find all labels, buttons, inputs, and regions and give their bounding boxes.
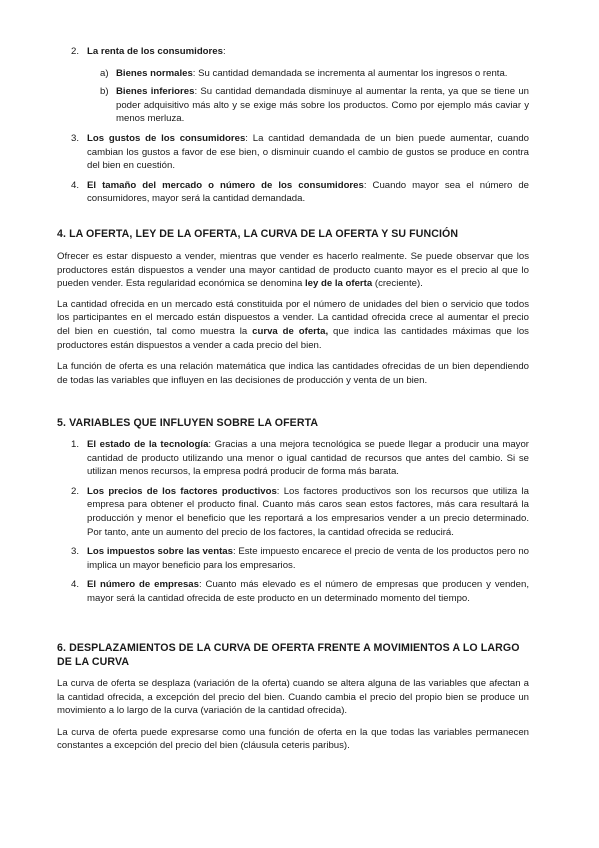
- list-letter: a): [100, 67, 109, 79]
- section-heading: 4. LA OFERTA, LEY DE LA OFERTA, LA CURVA DE LA OFERTA Y SU FUNCIÓN: [57, 228, 459, 240]
- list-term: Los precios de los factores productivos: [87, 485, 277, 497]
- list-item: [57, 438, 529, 479]
- paragraph-text: La cantidad ofrecida en un mercado está constituida por el número de unidades del bien o servicio que todos los participantes en el mercado están dispuestos a vender. La cantidad ofrecida crece al aumentar el precio del bien en cuestión, tal como muestra la: [57, 298, 529, 337]
- list-text: :: [222, 46, 226, 57]
- section-heading: 5. VARIABLES QUE INFLUYEN SOBRE LA OFERTA: [57, 417, 319, 429]
- list-text: : Cuanto más elevado es el número de empresas que producen y venden, mayor será la cantidad ofrecida de este producto en un determinado momento del tiempo.: [87, 579, 529, 604]
- list-text: : Cuando mayor sea el número de consumidores, mayor será la cantidad demandada.: [87, 179, 530, 205]
- paragraph: La función de oferta es una relación matemática que indica las cantidades ofrecidas de un bien dependiendo de todas las variables que influyen en las decisiones de producción y venta de un bien.: [57, 361, 529, 386]
- list-item: [57, 85, 529, 126]
- list-number: 2.: [71, 46, 80, 57]
- list-text: : La cantidad demandada de un bien puede aumentar, cuando cambian los gustos a favor de ese bien, o disminuir cuando el cambio de gustos se produce en contra del bien en cuestión.: [87, 132, 529, 172]
- list-number: 3.: [71, 132, 80, 144]
- section-heading: 6. DESPLAZAMIENTOS DE LA CURVA DE OFERTA FRENTE A MOVIMIENTOS A LO LARGO DE LA CURVA: [57, 642, 520, 668]
- list-term: Bienes inferiores: [116, 86, 195, 98]
- paragraph: [57, 250, 529, 291]
- list-text: : Su cantidad demandada se incrementa al aumentar los ingresos o renta.: [192, 67, 508, 79]
- list-term: El tamaño del mercado o número de los consumidores: [87, 179, 364, 191]
- paragraph-text: (creciente).: [372, 278, 423, 290]
- list-text: : Gracias a una mejora tecnológica se puede llegar a producir una mayor cantidad de producto utilizando una menor o igual cantidad de recursos que antes del cambio. Si se utilizan menos recursos, la empresa podrá producir de forma más barata.: [87, 439, 529, 478]
- list-item: [57, 67, 529, 81]
- list-term: La renta de los consumidores: [87, 46, 223, 57]
- paragraph-term: curva de oferta,: [252, 325, 329, 337]
- list-number: 4.: [71, 579, 80, 591]
- list-term: Bienes normales: [116, 67, 193, 79]
- section-body: [57, 250, 529, 387]
- list-item: [57, 485, 529, 539]
- list-number: 2.: [71, 485, 80, 497]
- list-term: El número de empresas: [87, 579, 199, 591]
- list-number: 1.: [71, 439, 80, 450]
- list-text: : Este impuesto encarece el precio de venta de los productos pero no implica un mayor beneficio para los empresarios.: [87, 546, 529, 571]
- list-number: 3.: [71, 546, 80, 558]
- paragraph: [57, 298, 529, 352]
- demand-factors-list: [57, 45, 529, 206]
- paragraph-text: Ofrecer es estar dispuesto a vender, mientras que vender es hacerlo realmente. Se puede observar que los productores están dispuestos a vender una mayor cantidad de producto cuanto mayor es el precio al que lo pueden vender. Esta regularidad económica se denomina: [57, 251, 529, 290]
- list-item: [57, 545, 529, 572]
- paragraph-term: ley de la oferta: [305, 278, 373, 290]
- list-letter: b): [100, 86, 109, 98]
- list-item: [57, 179, 529, 206]
- supply-variables-list: [57, 438, 529, 606]
- list-term: Los gustos de los consumidores: [87, 132, 246, 144]
- list-term: Los impuestos sobre las ventas: [87, 546, 233, 558]
- list-item: [57, 132, 529, 173]
- paragraph-text: que indica las cantidades máximas que los productores están dispuestos a vender a cada precio del bien.: [57, 325, 529, 351]
- paragraph: La curva de oferta puede expresarse como una función de oferta en la que todas las variables permanecen constantes a excepción del precio del bien (cláusula ceteris paribus).: [57, 726, 529, 752]
- list-text: : Su cantidad demandada disminuye al aumentar la renta, ya que se tiene un poder adquisitivo más alto y se exige más sobre los productos. Como por ejemplo más caviar y menos merluza.: [116, 86, 529, 125]
- list-term: El estado de la tecnología: [87, 439, 209, 450]
- list-item: [57, 45, 529, 59]
- list-item: [57, 578, 529, 605]
- list-text: : Los factores productivos son los recursos que utiliza la empresa para obtener el producto final. Cuanto más caros sean estos factores, más cara resultará la producción y menor el beneficio que les reportará a los empresarios vender a un precio determinado. Por tanto, ante un aumento del precio de los factores, la cantidad ofrecida se reducirá.: [87, 485, 529, 538]
- paragraph: La curva de oferta se desplaza (variación de la oferta) cuando se altera alguna de las variables que afectan a la cantidad ofrecida, a excepción del precio del bien. Cuando cambia el precio del propio bien se produce un movimiento a lo largo de la curva (variación de la cantidad ofrecida).: [57, 678, 529, 717]
- section-body: [57, 677, 529, 753]
- list-number: 4.: [71, 179, 80, 191]
